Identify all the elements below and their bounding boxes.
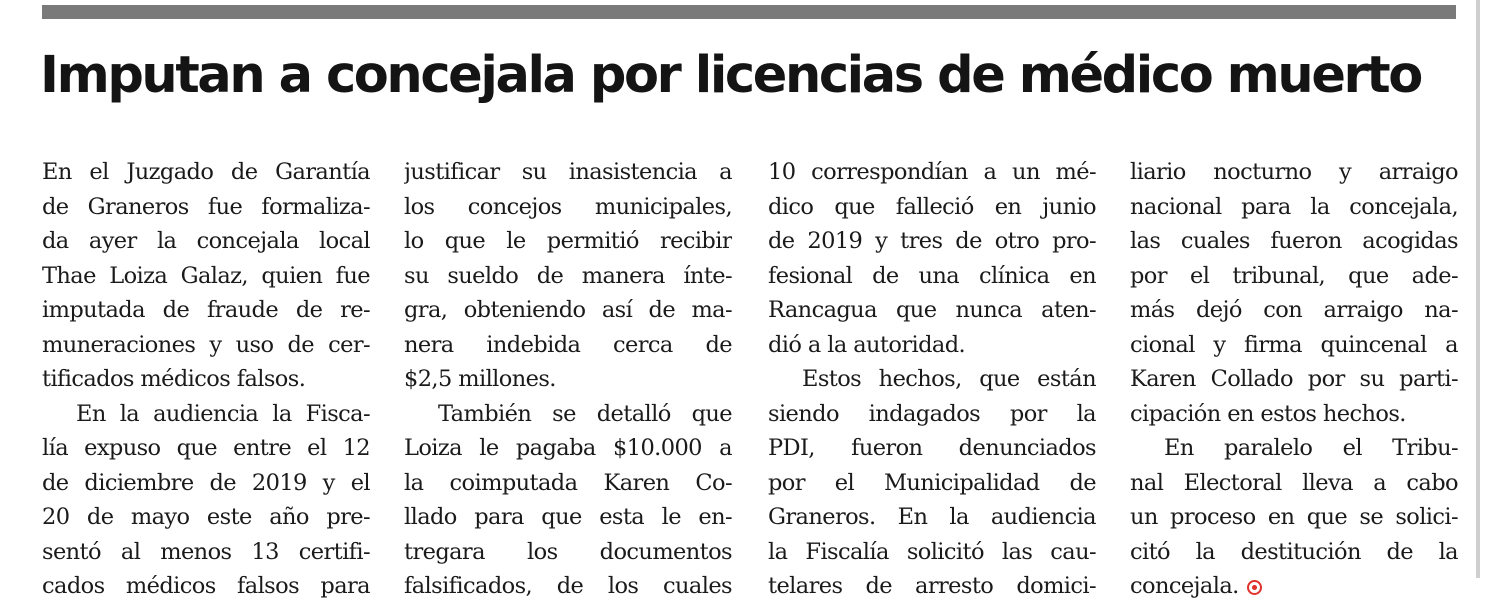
article-line-text: concejala. xyxy=(1130,573,1239,599)
article-line: siendo indagados por la xyxy=(768,400,1096,427)
article-line-text: $2,5 millones. xyxy=(404,366,556,392)
headline: Imputan a concejala por licencias de médico muerto xyxy=(40,46,1421,105)
article-line: dico que falleció en junio xyxy=(768,193,1096,220)
article-line: nacional para la concejala, xyxy=(1130,193,1458,220)
article-line: su sueldo de manera ínte- xyxy=(404,262,732,289)
article-column-4 xyxy=(1130,155,1458,604)
article-line xyxy=(1130,397,1458,432)
article-line: por el Municipalidad de xyxy=(768,469,1096,496)
article-line: Rancagua que nunca aten- xyxy=(768,297,1096,323)
article-line: por el tribunal, que ade- xyxy=(1130,262,1458,289)
article-line: nal Electoral lleva a cabo xyxy=(1130,469,1458,496)
right-column-rule xyxy=(1476,0,1480,578)
article-line: lía expuso que entre el 12 xyxy=(42,435,370,461)
article-line: sentó al menos 13 certifi- xyxy=(42,538,370,565)
article-line: lo que le permitió recibir xyxy=(404,228,732,254)
article-line xyxy=(1130,569,1458,604)
article-line: PDI, fueron denunciados xyxy=(768,435,1096,461)
article-line: nera indebida cerca de xyxy=(404,331,732,358)
article-line xyxy=(404,362,732,397)
article-line: cados médicos falsos para xyxy=(42,573,370,599)
article-line-text: cipación en estos hechos. xyxy=(1130,400,1406,427)
article-line: da ayer la concejala local xyxy=(42,228,370,254)
article-line: un proceso en que se solici- xyxy=(1130,504,1458,530)
article-line: gra, obteniendo así de ma- xyxy=(404,297,732,323)
article-line: liario nocturno y arraigo xyxy=(1130,159,1458,185)
article-line: muneraciones y uso de cer- xyxy=(42,331,370,358)
article-line: de 2019 y tres de otro pro- xyxy=(768,228,1096,254)
article-line: imputada de fraude de re- xyxy=(42,297,370,323)
top-rule xyxy=(42,5,1456,19)
article-line: En el Juzgado de Garantía xyxy=(42,159,370,185)
article-line: más dejó con arraigo na- xyxy=(1130,297,1458,323)
article-line: tregara los documentos xyxy=(404,538,732,565)
article-line xyxy=(768,328,1096,363)
article-line: las cuales fueron acogidas xyxy=(1130,228,1458,254)
article-line: También se detalló que xyxy=(438,400,732,427)
article-line: Loiza le pagaba $10.000 a xyxy=(404,435,732,461)
article-line: la coimputada Karen Co- xyxy=(404,469,732,496)
article-line: telares de arresto domici- xyxy=(768,573,1096,599)
article-line: En paralelo el Tribu- xyxy=(1164,435,1458,461)
article-line: de Graneros fue formaliza- xyxy=(42,193,370,220)
article-line: fesional de una clínica en xyxy=(768,262,1096,289)
article-column-2 xyxy=(404,155,732,604)
article-line: Karen Collado por su parti- xyxy=(1130,366,1458,392)
article-line xyxy=(42,362,370,397)
article-line: los concejos municipales, xyxy=(404,193,732,220)
article-column-1 xyxy=(42,155,370,604)
end-of-article-icon xyxy=(1247,580,1262,595)
article-line: cional y firma quincenal a xyxy=(1130,331,1458,358)
article-line-text: dió a la autoridad. xyxy=(768,331,966,358)
article-line: En la audiencia la Fisca- xyxy=(76,400,370,427)
article-line: Thae Loiza Galaz, quien fue xyxy=(42,262,370,289)
article-line: 10 correspondían a un mé- xyxy=(768,159,1096,185)
article-line: de diciembre de 2019 y el xyxy=(42,469,370,496)
article-line: Estos hechos, que están xyxy=(802,366,1096,392)
article-column-3 xyxy=(768,155,1096,604)
article-line: Graneros. En la audiencia xyxy=(768,504,1096,530)
article-line: la Fiscalía solicitó las cau- xyxy=(768,538,1096,565)
article-line: 20 de mayo este año pre- xyxy=(42,504,370,530)
article-line: justificar su inasistencia a xyxy=(404,159,732,185)
article-line-text: tificados médicos falsos. xyxy=(42,366,306,392)
article-line: falsificados, de los cuales xyxy=(404,573,732,599)
article-line: citó la destitución de la xyxy=(1130,538,1458,565)
article-line: llado para que esta le en- xyxy=(404,504,732,530)
